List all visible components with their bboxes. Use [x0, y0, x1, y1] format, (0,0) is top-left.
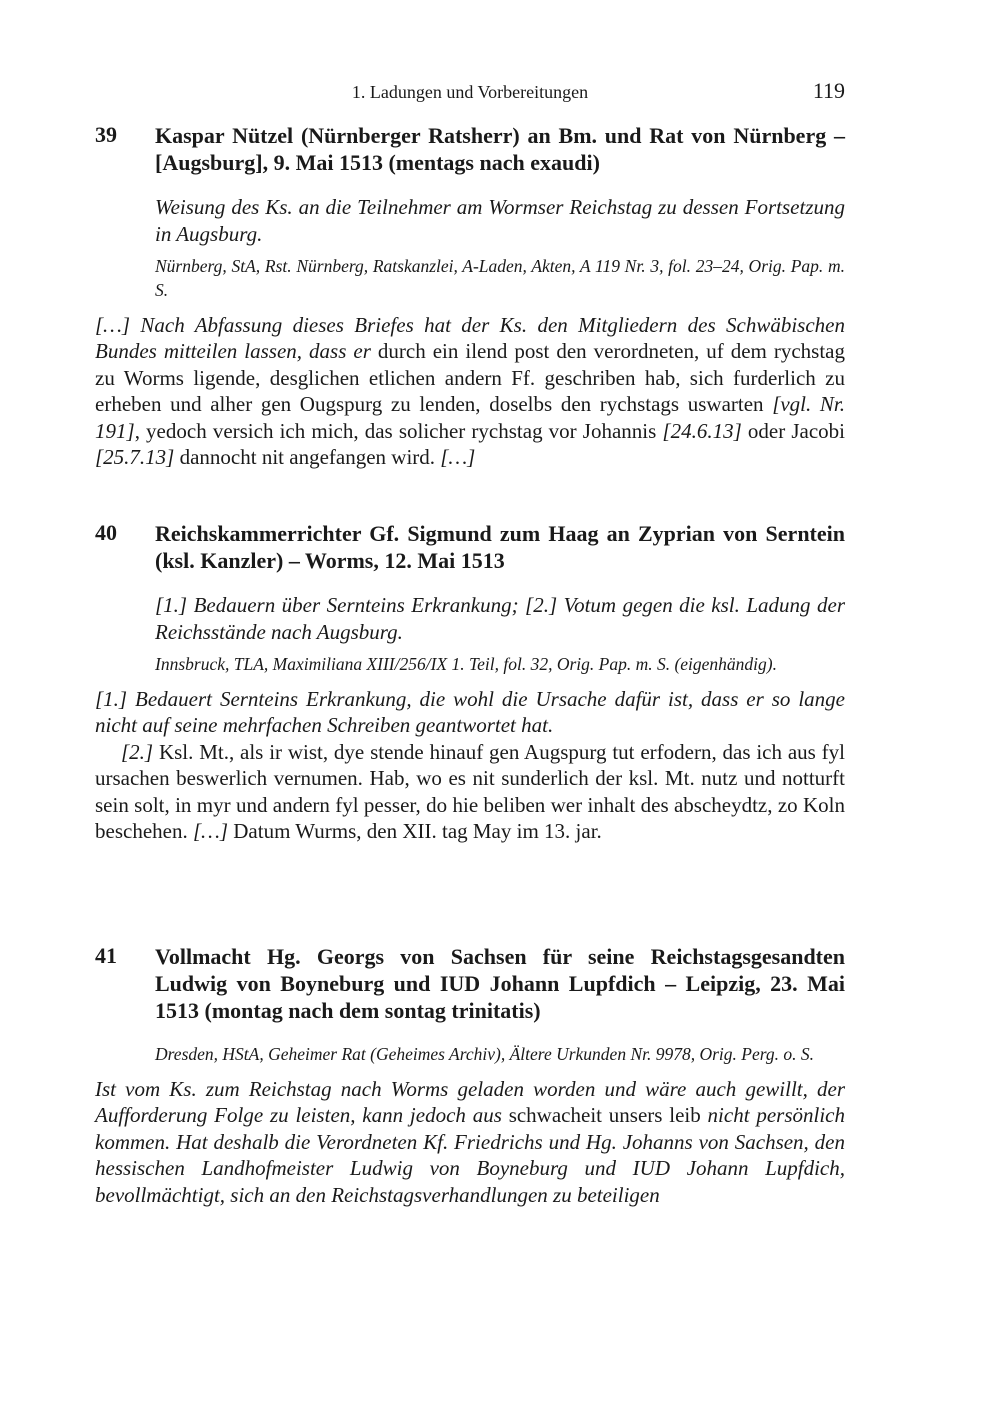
entry-regest: Weisung des Ks. an die Teilnehmer am Wormser Reichstag zu dessen Fortsetzung in Augsburg. [155, 195, 845, 246]
entry-number: 41 [95, 943, 117, 968]
body-paragraph [95, 1076, 845, 1208]
editorial-summary: […] Nach Abfassung dieses Briefes hat der Ks. den Mitgliedern des Schwäbischen Bundes mitteilen lassen, dass er [95, 313, 845, 364]
editorial-summary: nicht persönlich kommen. Hat deshalb die Verordneten Kf. Friedrichs und Hg. Johanns von Sachsen, den hessischen Landhofmeister Ludwig von Boyneburg und IUD Johann Lupfdich, bevollmächtigt, sich an den Reichstagsverhandlungen zu beteiligen [95, 1103, 845, 1207]
entry-body [95, 312, 845, 470]
body-paragraph [95, 739, 845, 845]
quoted-source-text: Datum Wurms, den XII. tag May im 13. jar. [228, 819, 602, 844]
entry-title: Reichskammerrichter Gf. Sigmund zum Haag an Zyprian von Serntein (ksl. Kanzler) – Worms, 12. Mai 1513 [155, 521, 845, 573]
entry-heading [95, 520, 845, 574]
entry-body [95, 686, 845, 844]
ellipsis-mark: […] [440, 445, 476, 470]
quoted-source-text: , yedoch versich ich mich, das solicher rychstag vor Johannis [134, 418, 663, 443]
editorial-summary: Ist vom Ks. zum Reichstag nach Worms geladen worden und wäre auch gewillt, der Aufforderung Folge zu leisten, kann jedoch aus [95, 1077, 845, 1128]
entry-heading [95, 122, 845, 176]
entry-regest: [1.] Bedauern über Sernteins Erkrankung; [2.] Votum gegen die ksl. Ladung der Reichsstände nach Augsburg. [155, 593, 845, 644]
entry-title: Kaspar Nützel (Nürnberger Ratsherr) an Bm. und Rat von Nürnberg – [Augsburg], 9. Mai 1513 (mentags nach exaudi) [155, 123, 845, 175]
entry-source: Dresden, HStA, Geheimer Rat (Geheimes Archiv), Ältere Urkunden Nr. 9978, Orig. Perg. o. S. [155, 1044, 815, 1064]
editorial-date: [25.7.13] [95, 445, 175, 470]
entry-41 [95, 943, 845, 1208]
quoted-source-text: Ksl. Mt., als ir wist, dye stende hinauf gen Augspurg tut erfodern, das ich aus fyl ursachen beswerlich vernumen. Hab, wo es nit sunderlich der ksl. Mt. nutz und notturft sein solt, in myr und andern fyl pesser, do hie beliben wer inhalt des abscheydtz, zo Koln beschehen. [95, 739, 845, 844]
page-number: 119 [812, 78, 845, 103]
quoted-source-text: oder Jacobi [741, 418, 845, 443]
quoted-source-text: durch ein ilend post den verordneten, uf dem rychstag zu Worms ligende, desglichen etlichen andern Ff. geschriben hab, sich furderlich zu erheben und alher gen Ougspurg zu lenden, doselbs den rychstags uswarten [95, 339, 845, 417]
editorial-reference: [vgl. Nr. 191] [95, 392, 846, 443]
entry-heading [95, 943, 845, 1024]
entry-body [95, 1076, 845, 1208]
entry-source: Nürnberg, StA, Rst. Nürnberg, Ratskanzlei, A-Laden, Akten, A 119 Nr. 3, fol. 23–24, Orig. Pap. m. S. [155, 256, 845, 300]
entry-title: Vollmacht Hg. Georgs von Sachsen für seine Reichstagsgesandten Ludwig von Boyneburg und IUD Johann Lupfdich – Leipzig, 23. Mai 1513 (montag nach dem sontag trinitatis) [155, 944, 845, 1023]
running-head [95, 78, 845, 108]
quoted-source-text: schwacheit unsers leib [501, 1103, 708, 1128]
quoted-source-text: dannocht nit angefangen wird. [174, 445, 441, 470]
entry-source: Innsbruck, TLA, Maximiliana XIII/256/IX 1. Teil, fol. 32, Orig. Pap. m. S. (eigenhändig). [155, 654, 778, 674]
section-marker: [2.] [121, 739, 154, 764]
running-title: 1. Ladungen und Vorbereitungen [351, 82, 589, 102]
editorial-date: [24.6.13] [662, 418, 742, 443]
editorial-summary: [1.] Bedauert Sernteins Erkrankung, die wohl die Ursache dafür ist, dass er so lange nicht auf seine mehrfachen Schreiben geantwortet hat. [95, 687, 845, 738]
body-paragraph [95, 312, 845, 470]
ellipsis-mark: […] [192, 819, 228, 844]
entry-40 [95, 520, 845, 844]
entry-number: 39 [95, 122, 117, 147]
entry-number: 40 [95, 520, 117, 545]
entry-39 [95, 122, 845, 470]
